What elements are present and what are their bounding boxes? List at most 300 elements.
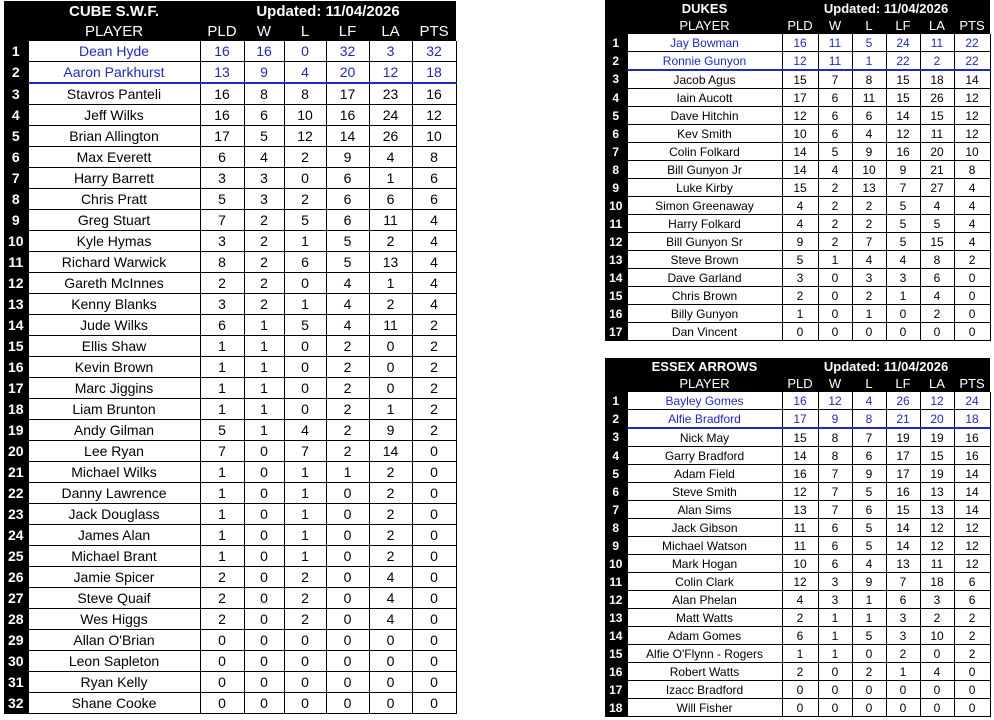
stat-cell: 3 xyxy=(886,627,920,645)
stat-cell: 1 xyxy=(818,609,852,627)
stat-cell: 5 xyxy=(200,189,244,210)
stat-cell: 4 xyxy=(284,62,326,84)
rank-number: 11 xyxy=(605,215,627,233)
stat-cell: 4 xyxy=(782,215,818,233)
rank-number: 25 xyxy=(4,546,28,567)
table-row xyxy=(605,125,990,143)
stat-cell: 6 xyxy=(326,189,369,210)
rank-number: 11 xyxy=(4,252,28,273)
stat-cell: 4 xyxy=(412,231,456,252)
column-header: W xyxy=(818,375,852,392)
rank-number: 11 xyxy=(605,573,627,591)
stat-cell: 0 xyxy=(244,462,284,483)
stat-cell: 0 xyxy=(326,546,369,567)
table-row xyxy=(605,627,990,645)
stat-cell: 0 xyxy=(244,672,284,693)
player-name: Dan Vincent xyxy=(627,323,782,341)
stat-cell: 18 xyxy=(412,62,456,84)
stat-cell: 0 xyxy=(200,630,244,651)
stat-cell: 4 xyxy=(920,287,954,305)
stat-cell: 2 xyxy=(782,609,818,627)
player-name: Jay Bowman xyxy=(627,34,782,52)
table-row xyxy=(605,34,990,52)
stat-cell: 12 xyxy=(920,519,954,537)
stat-cell: 1 xyxy=(818,627,852,645)
stat-cell: 2 xyxy=(782,663,818,681)
stat-cell: 2 xyxy=(818,197,852,215)
stat-cell: 2 xyxy=(954,609,990,627)
rank-number: 6 xyxy=(605,483,627,501)
stat-cell: 0 xyxy=(886,305,920,323)
table-row xyxy=(605,609,990,627)
column-header: LA xyxy=(369,21,412,41)
table-row xyxy=(4,147,456,168)
stat-cell: 3 xyxy=(200,168,244,189)
rank-number: 4 xyxy=(4,105,28,126)
stat-cell: 7 xyxy=(818,70,852,89)
stat-cell: 17 xyxy=(782,410,818,429)
player-name: Izacc Bradford xyxy=(627,681,782,699)
stat-cell: 2 xyxy=(244,231,284,252)
stat-cell: 0 xyxy=(412,441,456,462)
stat-cell: 14 xyxy=(886,107,920,125)
stat-cell: 5 xyxy=(852,483,886,501)
stat-cell: 4 xyxy=(369,147,412,168)
stat-cell: 9 xyxy=(852,465,886,483)
rank-number: 22 xyxy=(4,483,28,504)
stat-cell: 24 xyxy=(954,392,990,410)
stat-cell: 8 xyxy=(818,447,852,465)
rank-number: 17 xyxy=(605,681,627,699)
column-header: PLD xyxy=(782,375,818,392)
stat-cell: 11 xyxy=(369,210,412,231)
table-row xyxy=(605,681,990,699)
rank-number: 15 xyxy=(4,336,28,357)
rank-number: 15 xyxy=(605,287,627,305)
stat-cell: 3 xyxy=(852,269,886,287)
stat-cell: 1 xyxy=(886,663,920,681)
column-header: LF xyxy=(886,17,920,34)
player-name: Kenny Blanks xyxy=(28,294,200,315)
stat-cell: 11 xyxy=(818,34,852,52)
stat-cell: 0 xyxy=(244,525,284,546)
stat-cell: 16 xyxy=(954,428,990,447)
stat-cell: 18 xyxy=(954,410,990,429)
table-row xyxy=(4,399,456,420)
stat-cell: 4 xyxy=(920,663,954,681)
stat-cell: 14 xyxy=(782,161,818,179)
table-row xyxy=(4,41,456,62)
stat-cell: 0 xyxy=(244,609,284,630)
stat-cell: 8 xyxy=(852,410,886,429)
column-header: LF xyxy=(886,375,920,392)
stat-cell: 15 xyxy=(920,447,954,465)
stat-cell: 11 xyxy=(852,89,886,107)
stat-cell: 1 xyxy=(284,231,326,252)
stat-cell: 5 xyxy=(200,420,244,441)
player-name: Jacob Agus xyxy=(627,70,782,89)
stat-cell: 2 xyxy=(369,504,412,525)
stat-cell: 1 xyxy=(244,357,284,378)
stat-cell: 17 xyxy=(782,89,818,107)
stat-cell: 13 xyxy=(369,252,412,273)
stat-cell: 20 xyxy=(920,143,954,161)
stat-cell: 0 xyxy=(326,504,369,525)
stat-cell: 2 xyxy=(369,231,412,252)
stat-cell: 16 xyxy=(244,41,284,62)
rank-number: 8 xyxy=(605,161,627,179)
stat-cell: 4 xyxy=(412,210,456,231)
table-row xyxy=(4,105,456,126)
stat-cell: 6 xyxy=(818,537,852,555)
stat-cell: 7 xyxy=(886,179,920,197)
rank-number: 18 xyxy=(605,699,627,717)
stat-cell: 8 xyxy=(200,252,244,273)
stat-cell: 2 xyxy=(818,233,852,251)
player-name: Greg Stuart xyxy=(28,210,200,231)
stat-cell: 2 xyxy=(284,609,326,630)
stat-cell: 0 xyxy=(284,168,326,189)
stat-cell: 5 xyxy=(886,215,920,233)
rank-number: 5 xyxy=(605,107,627,125)
stat-cell: 0 xyxy=(782,323,818,341)
stat-cell: 0 xyxy=(954,663,990,681)
stat-cell: 6 xyxy=(412,168,456,189)
stat-cell: 1 xyxy=(782,645,818,663)
stat-cell: 1 xyxy=(284,483,326,504)
table-row xyxy=(4,609,456,630)
stat-cell: 7 xyxy=(852,428,886,447)
stat-cell: 10 xyxy=(412,126,456,147)
table-row xyxy=(4,525,456,546)
rank-number: 14 xyxy=(605,627,627,645)
stat-cell: 2 xyxy=(852,663,886,681)
stat-cell: 2 xyxy=(200,567,244,588)
stat-cell: 4 xyxy=(954,215,990,233)
stat-cell: 0 xyxy=(369,630,412,651)
stat-cell: 11 xyxy=(782,537,818,555)
stat-cell: 23 xyxy=(369,83,412,105)
column-header: L xyxy=(852,17,886,34)
table-row xyxy=(605,573,990,591)
stat-cell: 4 xyxy=(369,609,412,630)
stat-cell: 12 xyxy=(954,537,990,555)
table-row xyxy=(605,197,990,215)
player-name: Billy Gunyon xyxy=(627,305,782,323)
stat-cell: 12 xyxy=(412,105,456,126)
table-title: DUKES xyxy=(627,0,782,17)
stat-cell: 0 xyxy=(326,672,369,693)
table-row xyxy=(4,294,456,315)
stat-cell: 15 xyxy=(886,501,920,519)
stat-cell: 0 xyxy=(284,399,326,420)
rank-number: 8 xyxy=(605,519,627,537)
table-row xyxy=(605,645,990,663)
column-header: PTS xyxy=(412,21,456,41)
player-name: Nick May xyxy=(627,428,782,447)
stat-cell: 5 xyxy=(326,252,369,273)
stat-cell: 6 xyxy=(954,573,990,591)
table-row xyxy=(4,693,456,714)
stat-cell: 1 xyxy=(782,305,818,323)
stat-cell: 0 xyxy=(369,693,412,714)
stat-cell: 16 xyxy=(412,83,456,105)
stat-cell: 16 xyxy=(200,41,244,62)
column-header: PLD xyxy=(782,17,818,34)
player-name: Bayley Gomes xyxy=(627,392,782,410)
table-row xyxy=(4,315,456,336)
stat-cell: 2 xyxy=(200,273,244,294)
stat-cell: 12 xyxy=(818,392,852,410)
table-row xyxy=(4,567,456,588)
stat-cell: 32 xyxy=(326,41,369,62)
stat-cell: 3 xyxy=(244,189,284,210)
table-row xyxy=(605,392,990,410)
stat-cell: 1 xyxy=(200,378,244,399)
table-row xyxy=(4,546,456,567)
stat-cell: 4 xyxy=(284,420,326,441)
stat-cell: 10 xyxy=(920,627,954,645)
stat-cell: 0 xyxy=(852,323,886,341)
stat-cell: 0 xyxy=(954,269,990,287)
stat-cell: 7 xyxy=(818,483,852,501)
stat-cell: 17 xyxy=(326,83,369,105)
player-name: Ryan Kelly xyxy=(28,672,200,693)
table-row xyxy=(605,287,990,305)
rank-number: 17 xyxy=(4,378,28,399)
player-name: Gareth McInnes xyxy=(28,273,200,294)
player-name: Dean Hyde xyxy=(28,41,200,62)
stat-cell: 11 xyxy=(782,519,818,537)
stat-cell: 0 xyxy=(412,609,456,630)
player-name: Garry Bradford xyxy=(627,447,782,465)
stat-cell: 1 xyxy=(284,504,326,525)
stat-cell: 0 xyxy=(412,567,456,588)
stat-cell: 5 xyxy=(852,627,886,645)
rank-number: 13 xyxy=(4,294,28,315)
stat-cell: 9 xyxy=(886,161,920,179)
stat-cell: 13 xyxy=(920,483,954,501)
stat-cell: 9 xyxy=(852,143,886,161)
stat-cell: 0 xyxy=(284,378,326,399)
stat-cell: 2 xyxy=(412,420,456,441)
player-name: Stavros Panteli xyxy=(28,83,200,105)
stat-cell: 0 xyxy=(818,269,852,287)
table-row xyxy=(605,251,990,269)
rank-number: 18 xyxy=(4,399,28,420)
rank-number: 9 xyxy=(605,179,627,197)
table-row xyxy=(4,378,456,399)
stat-cell: 2 xyxy=(284,567,326,588)
stat-cell: 32 xyxy=(412,41,456,62)
rank-number: 15 xyxy=(605,645,627,663)
table-row xyxy=(4,252,456,273)
stat-cell: 12 xyxy=(369,62,412,84)
stat-cell: 19 xyxy=(886,428,920,447)
stat-cell: 2 xyxy=(369,462,412,483)
stat-cell: 2 xyxy=(920,609,954,627)
player-name: Ronnie Gunyon xyxy=(627,52,782,71)
stat-cell: 2 xyxy=(284,588,326,609)
stat-cell: 5 xyxy=(284,210,326,231)
table-row xyxy=(605,107,990,125)
table-row xyxy=(4,273,456,294)
table-title: CUBE S.W.F. xyxy=(28,1,200,21)
stat-cell: 2 xyxy=(326,357,369,378)
stat-cell: 4 xyxy=(954,179,990,197)
rank-number: 16 xyxy=(605,305,627,323)
stat-cell: 4 xyxy=(954,197,990,215)
stat-cell: 2 xyxy=(818,179,852,197)
stat-cell: 0 xyxy=(412,672,456,693)
stat-cell: 0 xyxy=(782,699,818,717)
stat-cell: 9 xyxy=(369,420,412,441)
rank-number: 5 xyxy=(605,465,627,483)
rank-number: 21 xyxy=(4,462,28,483)
stat-cell: 0 xyxy=(326,483,369,504)
stat-cell: 16 xyxy=(200,105,244,126)
rank-number: 3 xyxy=(605,428,627,447)
stat-cell: 22 xyxy=(954,34,990,52)
stat-cell: 4 xyxy=(326,294,369,315)
stat-cell: 7 xyxy=(818,501,852,519)
stat-cell: 0 xyxy=(369,357,412,378)
updated-date: Updated: 11/04/2026 xyxy=(200,1,456,21)
stat-cell: 11 xyxy=(920,555,954,573)
stat-cell: 15 xyxy=(920,233,954,251)
stat-cell: 11 xyxy=(920,34,954,52)
stat-cell: 4 xyxy=(920,197,954,215)
player-name: Jeff Wilks xyxy=(28,105,200,126)
stat-cell: 1 xyxy=(852,305,886,323)
stat-cell: 6 xyxy=(818,519,852,537)
stat-cell: 12 xyxy=(920,392,954,410)
player-name: Jude Wilks xyxy=(28,315,200,336)
stat-cell: 10 xyxy=(284,105,326,126)
stat-cell: 3 xyxy=(886,269,920,287)
table-row xyxy=(605,519,990,537)
player-name: Allan O'Brian xyxy=(28,630,200,651)
stat-cell: 0 xyxy=(818,287,852,305)
table-row xyxy=(4,189,456,210)
stat-cell: 1 xyxy=(200,525,244,546)
stat-cell: 5 xyxy=(244,126,284,147)
table-row xyxy=(605,663,990,681)
player-name: Ellis Shaw xyxy=(28,336,200,357)
rank-number: 19 xyxy=(4,420,28,441)
stat-cell: 1 xyxy=(200,504,244,525)
stat-cell: 0 xyxy=(818,681,852,699)
table-row xyxy=(605,555,990,573)
rank-number: 2 xyxy=(605,52,627,71)
stat-cell: 4 xyxy=(326,273,369,294)
player-name: Brian Allington xyxy=(28,126,200,147)
player-name: Alan Phelan xyxy=(627,591,782,609)
stat-cell: 20 xyxy=(920,410,954,429)
stat-cell: 4 xyxy=(412,273,456,294)
stat-cell: 0 xyxy=(412,462,456,483)
rank-number: 16 xyxy=(4,357,28,378)
stat-cell: 4 xyxy=(782,591,818,609)
stat-cell: 0 xyxy=(284,336,326,357)
stat-cell: 2 xyxy=(954,251,990,269)
stat-cell: 12 xyxy=(954,519,990,537)
stat-cell: 8 xyxy=(244,83,284,105)
updated-date: Updated: 11/04/2026 xyxy=(782,358,990,375)
stat-cell: 6 xyxy=(244,105,284,126)
stat-cell: 2 xyxy=(326,378,369,399)
stat-cell: 5 xyxy=(782,251,818,269)
stat-cell: 4 xyxy=(886,251,920,269)
stat-cell: 2 xyxy=(412,378,456,399)
player-name: Kev Smith xyxy=(627,125,782,143)
rank-number: 29 xyxy=(4,630,28,651)
stat-cell: 2 xyxy=(244,252,284,273)
stat-cell: 0 xyxy=(284,693,326,714)
column-header: L xyxy=(852,375,886,392)
stat-cell: 5 xyxy=(284,315,326,336)
stat-cell: 1 xyxy=(326,462,369,483)
stat-cell: 0 xyxy=(818,305,852,323)
player-name: Jack Douglass xyxy=(28,504,200,525)
stat-cell: 5 xyxy=(326,231,369,252)
player-name: Alfie O'Flynn - Rogers xyxy=(627,645,782,663)
player-name: Michael Wilks xyxy=(28,462,200,483)
player-name: Marc Jiggins xyxy=(28,378,200,399)
rank-number: 14 xyxy=(4,315,28,336)
stat-cell: 2 xyxy=(326,420,369,441)
stat-cell: 8 xyxy=(852,70,886,89)
player-name: James Alan xyxy=(28,525,200,546)
table-row xyxy=(4,630,456,651)
stat-cell: 0 xyxy=(284,630,326,651)
player-name: Harry Folkard xyxy=(627,215,782,233)
stat-cell: 6 xyxy=(818,125,852,143)
stat-cell: 13 xyxy=(920,501,954,519)
stat-cell: 6 xyxy=(369,189,412,210)
stat-cell: 3 xyxy=(200,294,244,315)
table-row xyxy=(4,420,456,441)
stat-cell: 0 xyxy=(326,525,369,546)
stat-cell: 4 xyxy=(852,555,886,573)
stat-cell: 0 xyxy=(200,693,244,714)
column-header: PLD xyxy=(200,21,244,41)
stat-cell: 16 xyxy=(200,83,244,105)
stat-cell: 0 xyxy=(412,525,456,546)
rank-number: 13 xyxy=(605,609,627,627)
stat-cell: 6 xyxy=(200,315,244,336)
rank-number: 30 xyxy=(4,651,28,672)
column-header: W xyxy=(244,21,284,41)
stat-cell: 3 xyxy=(920,591,954,609)
stat-cell: 0 xyxy=(412,651,456,672)
stat-cell: 4 xyxy=(782,197,818,215)
stat-cell: 2 xyxy=(369,294,412,315)
stat-cell: 9 xyxy=(244,62,284,84)
stat-cell: 0 xyxy=(886,323,920,341)
stat-cell: 1 xyxy=(852,591,886,609)
stat-cell: 0 xyxy=(326,567,369,588)
stat-cell: 9 xyxy=(852,573,886,591)
rank-number: 23 xyxy=(4,504,28,525)
stat-cell: 5 xyxy=(886,233,920,251)
stat-cell: 8 xyxy=(284,83,326,105)
table-row xyxy=(605,143,990,161)
stat-cell: 5 xyxy=(920,215,954,233)
stat-cell: 0 xyxy=(369,336,412,357)
stat-cell: 13 xyxy=(200,62,244,84)
stat-cell: 0 xyxy=(244,504,284,525)
